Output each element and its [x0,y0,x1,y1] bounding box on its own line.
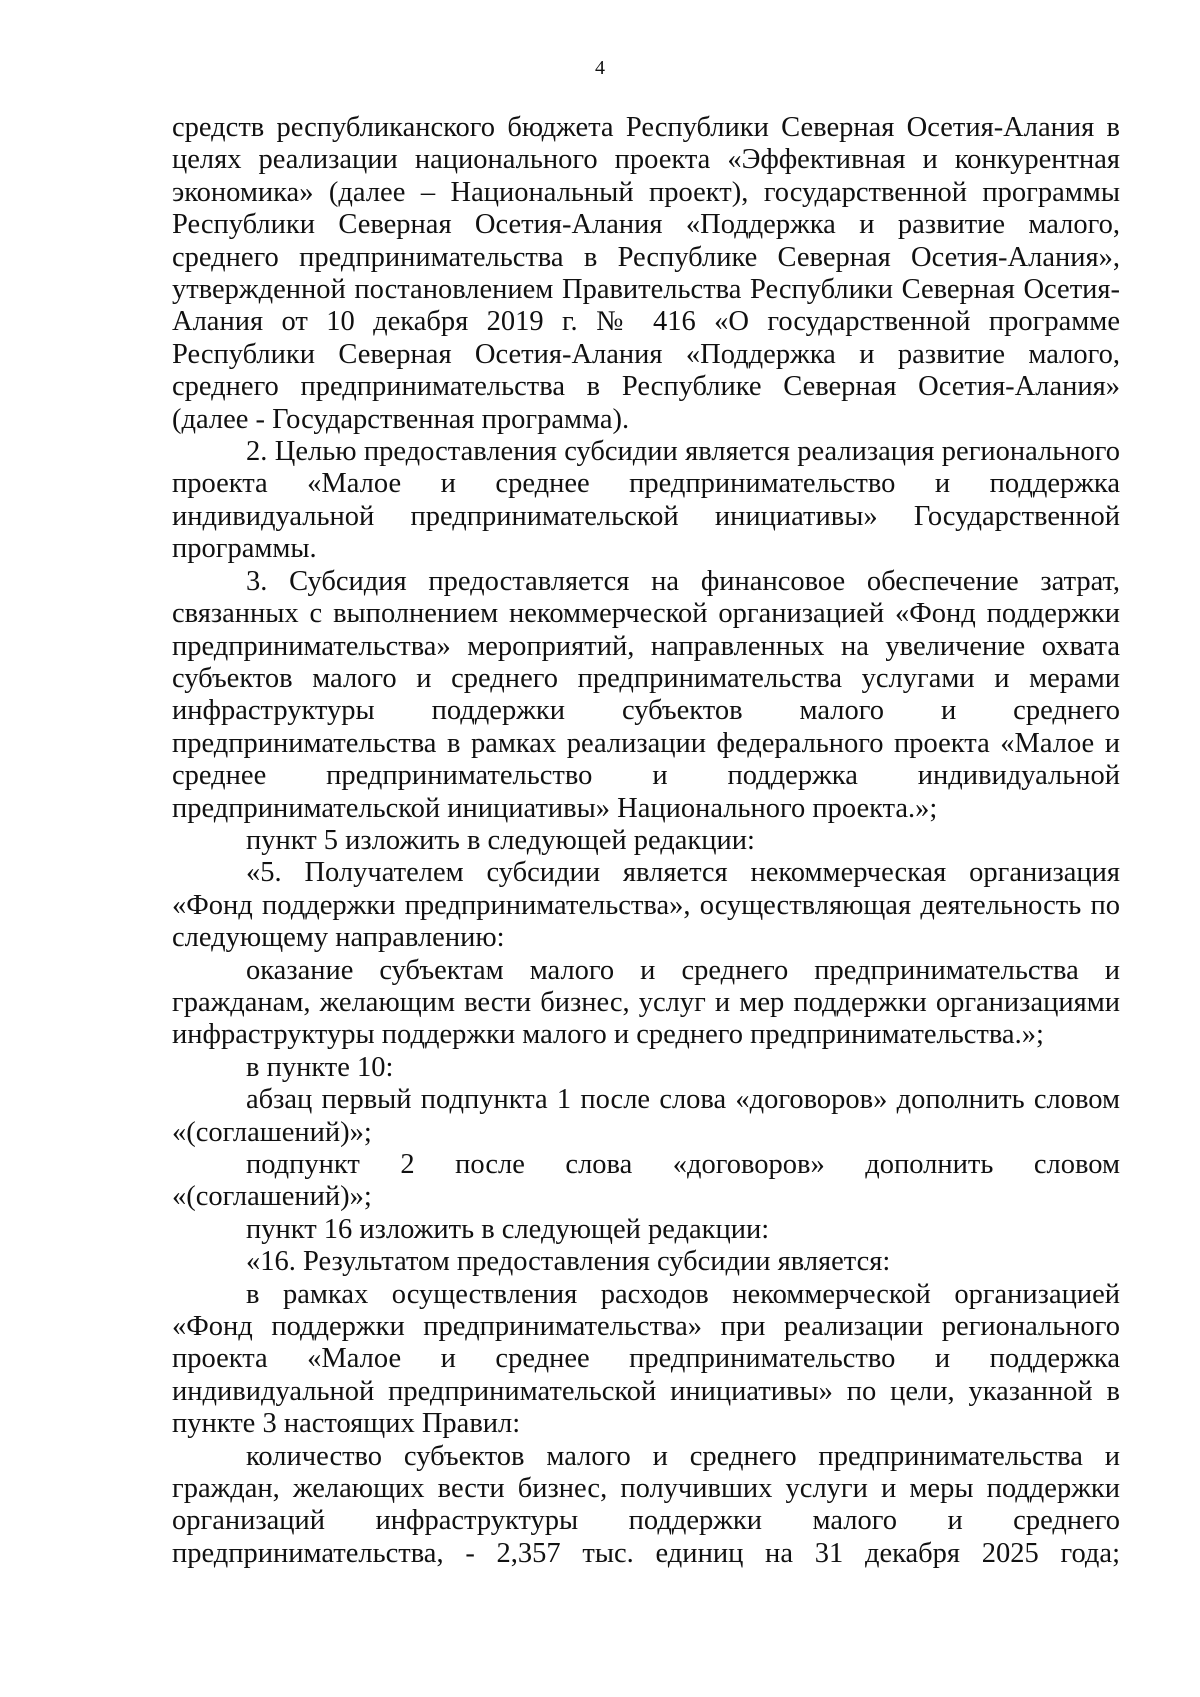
paragraph-6: оказание субъектам малого и среднего предпринимательства и гражданам, желающим вести бизнес, услуг и мер поддержки организациями инфраструктуры поддержки малого и среднего предпринимательства.»; [172,954,1120,1051]
paragraph-7: в пункте 10: [246,1051,394,1083]
paragraph-11: «16. Результатом предоставления субсидии является: [246,1246,891,1278]
paragraph-2: 2. Целью предоставления субсидии является реализация регионального проекта «Малое и среднее предпринимательство и поддержка индивидуальной предпринимательской инициативы» Государственной программы. [172,436,1120,565]
paragraph-1: средств республиканского бюджета Республики Северная Осетия-Алания в целях реализации национального проекта «Эффективная и конкурентная экономика» (далее – Национальный проект), государственной программы Республики Северная Осетия-Алания «Поддержка и развитие малого, среднего предпринимательства в Республике Северная Осетия-Алания», утвержденной постановлением Правительства Республики Северная Осетия-Алания от 10 декабря 2019 г. № 416 «О государственной программе Республики Северная Осетия-Алания «Поддержка и развитие малого, среднего предпринимательства в Республике Северная Осетия-Алания» (далее - Государственная программа). [172,112,1120,435]
paragraph-3: 3. Субсидия предоставляется на финансовое обеспечение затрат, связанных с выполнением некоммерческой организацией «Фонд поддержки предпринимательства» мероприятий, направленных на увеличение охвата субъектов малого и среднего предпринимательства услугами и мерами инфраструктуры поддержки субъектов малого и среднего предпринимательства в рамках реализации федерального проекта «Малое и среднее предпринимательство и поддержка индивидуальной предпринимательской инициативы» Национального проекта.»; [172,565,1120,824]
paragraph-4: пункт 5 изложить в следующей редакции: [246,824,755,856]
paragraph-5: «5. Получателем субсидии является некоммерческая организация «Фонд поддержки предпринимательства», осуществляющая деятельность по следующему направлению: [172,857,1120,954]
document-body [172,112,1120,1570]
paragraph-9: подпункт 2 после слова «договоров» дополнить словом «(соглашений)»; [172,1149,1120,1213]
paragraph-13: количество субъектов малого и среднего предпринимательства и граждан, желающих вести бизнес, получивших услуги и меры поддержки организаций инфраструктуры поддержки малого и среднего предпринимательства, - 2,357 тыс. единиц на 31 декабря 2025 года; [172,1440,1120,1569]
page-number: 4 [595,57,605,79]
paragraph-12: в рамках осуществления расходов некоммерческой организацией «Фонд поддержки предпринимательства» при реализации регионального проекта «Малое и среднее предпринимательство и поддержка индивидуальной предпринимательской инициативы» по цели, указанной в пункте 3 настоящих Правил: [172,1278,1120,1440]
paragraph-10: пункт 16 изложить в следующей редакции: [246,1213,770,1245]
paragraph-8: абзац первый подпункта 1 после слова «договоров» дополнить словом «(соглашений)»; [172,1084,1120,1148]
